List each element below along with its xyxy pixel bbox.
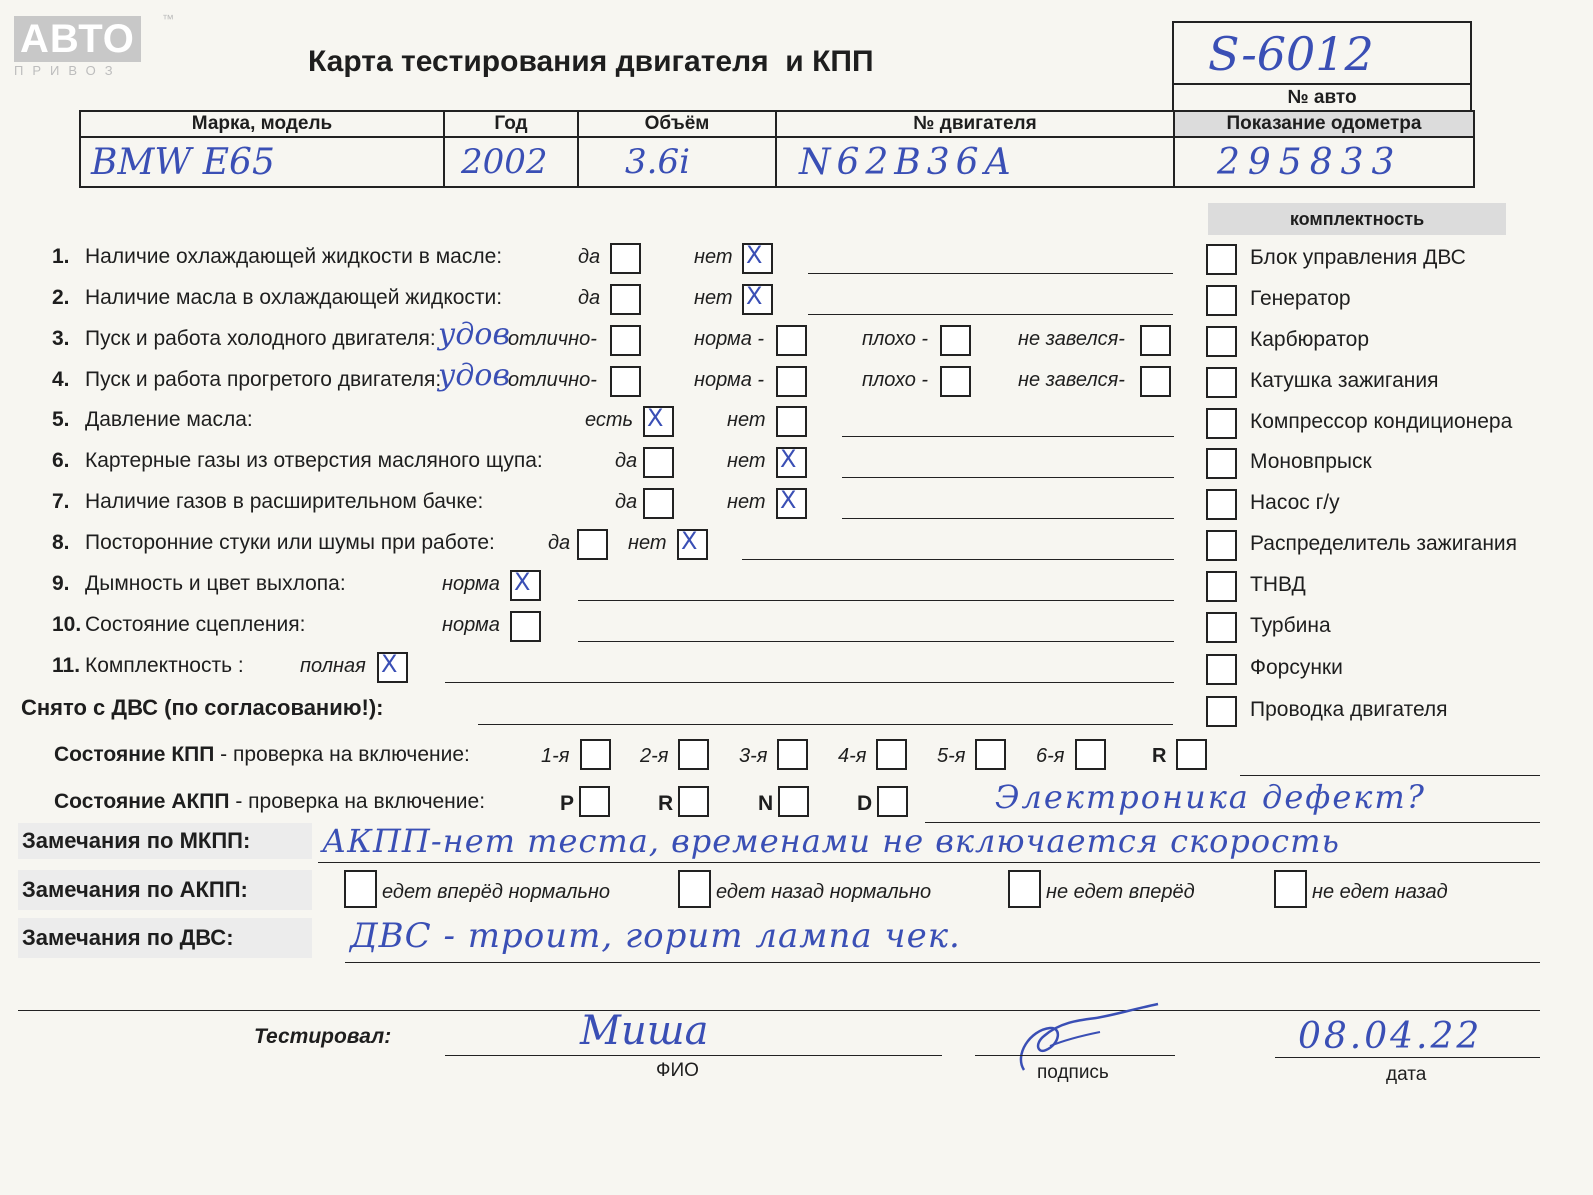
option-label: норма — [442, 573, 500, 595]
option-label: нет — [694, 287, 733, 309]
akpp-gear-checkbox[interactable] — [678, 786, 709, 817]
odometer-label: Показание одометра — [1174, 111, 1474, 137]
akpp-label — [54, 790, 485, 814]
kit-item-label: Форсунки — [1250, 656, 1343, 679]
col-make-label: Марка, модель — [80, 111, 444, 137]
option-checkbox[interactable] — [643, 488, 674, 519]
akpp-remark-checkbox[interactable] — [678, 870, 711, 908]
row-number: 4. — [52, 368, 70, 391]
extra-line — [18, 1010, 1540, 1011]
kit-checkbox[interactable] — [1206, 489, 1237, 520]
akpp-remark-checkbox[interactable] — [1008, 870, 1041, 908]
row-number: 6. — [52, 449, 70, 472]
akpp-remark-option: не едет вперёд — [1046, 881, 1195, 903]
option-checkbox[interactable] — [1140, 366, 1171, 397]
code-box — [1172, 21, 1472, 111]
kit-item-label: Генератор — [1250, 287, 1351, 310]
kit-item-label: Насос г/у — [1250, 491, 1340, 514]
row-answer-line — [742, 559, 1174, 560]
row-label: Дымность и цвет выхлопа: — [85, 572, 346, 595]
option-label: да — [578, 287, 601, 309]
row-answer-line — [842, 436, 1174, 437]
removed-line — [478, 724, 1173, 725]
check-mark: X — [746, 241, 763, 269]
dvs-line — [345, 962, 1540, 963]
akpp-remark-checkbox[interactable] — [344, 870, 377, 908]
make-value: BMW E65 — [80, 137, 444, 187]
date-label: дата — [1386, 1064, 1427, 1085]
removed-label: Снято с ДВС (по согласованию!): — [21, 695, 384, 720]
option-label: норма - — [694, 369, 765, 391]
vehicle-table — [79, 110, 1475, 188]
kpp-label-rest: - проверка на включение: — [214, 743, 470, 766]
check-mark: X — [746, 282, 763, 310]
kpp-gear-checkbox[interactable] — [876, 739, 907, 770]
option-checkbox[interactable] — [742, 243, 773, 274]
kpp-gear-label: R — [1152, 745, 1167, 767]
mkpp-line — [318, 862, 1540, 863]
row-number: 2. — [52, 286, 70, 309]
option-checkbox[interactable] — [742, 284, 773, 315]
page-title: Карта тестирования двигателя и КПП — [308, 45, 874, 78]
option-checkbox[interactable] — [610, 284, 641, 315]
option-checkbox[interactable] — [776, 366, 807, 397]
akpp-remark-checkbox[interactable] — [1274, 870, 1307, 908]
kpp-gear-label: 2-я — [640, 745, 669, 767]
tester-name: Миша — [580, 1008, 709, 1054]
col-year-label: Год — [444, 111, 578, 137]
option-checkbox[interactable] — [940, 366, 971, 397]
akpp-gear-checkbox[interactable] — [579, 786, 610, 817]
row-number: 10. — [52, 613, 82, 636]
option-checkbox[interactable] — [643, 406, 674, 437]
kpp-label — [54, 743, 470, 767]
row-number: 7. — [52, 490, 70, 513]
row-answer-line — [808, 314, 1173, 315]
year-value: 2002 — [444, 137, 578, 187]
row-answer-line — [808, 273, 1173, 274]
row-answer-line — [842, 518, 1174, 519]
engine-value: N62B36A — [776, 137, 1174, 187]
dvs-remarks-label: Замечания по ДВС: — [18, 918, 312, 958]
odometer-value: 295833 — [1174, 137, 1474, 187]
check-mark: X — [514, 568, 531, 596]
option-label: не завелся- — [1018, 369, 1125, 391]
kit-item-label: ТНВД — [1250, 573, 1306, 596]
col-engine-label: № двигателя — [776, 111, 1174, 137]
kpp-gear-label: 4-я — [838, 745, 867, 767]
row-note: удов — [438, 317, 510, 352]
option-checkbox[interactable] — [677, 529, 708, 560]
option-label: есть — [585, 409, 634, 431]
row-label: Наличие охлаждающей жидкости в масле: — [85, 245, 503, 268]
kit-checkbox[interactable] — [1206, 448, 1237, 479]
option-label: отлично- — [508, 328, 597, 350]
kpp-gear-checkbox[interactable] — [678, 739, 709, 770]
kpp-gear-checkbox[interactable] — [777, 739, 808, 770]
akpp-gear-label: R — [658, 792, 674, 815]
row-note: удов — [438, 358, 510, 393]
kpp-gear-checkbox[interactable] — [975, 739, 1006, 770]
option-checkbox[interactable] — [776, 406, 807, 437]
row-label: Комплектность : — [85, 654, 244, 677]
row-number: 3. — [52, 327, 70, 350]
row-number: 5. — [52, 408, 70, 431]
akpp-remark-option: не едет назад — [1312, 881, 1448, 903]
row-answer-line — [842, 477, 1174, 478]
check-mark: X — [381, 650, 398, 678]
row-label: Посторонние стуки или шумы при работе: — [85, 531, 495, 554]
akpp-remark-option: едет вперёд нормально — [382, 881, 611, 903]
option-label: полная — [300, 655, 366, 677]
option-label: плохо - — [862, 369, 929, 391]
kpp-gear-checkbox[interactable] — [1176, 739, 1207, 770]
option-checkbox[interactable] — [643, 447, 674, 478]
row-label: Пуск и работа прогретого двигателя: — [85, 368, 442, 391]
akpp-gear-checkbox[interactable] — [778, 786, 809, 817]
kpp-gear-label: 3-я — [739, 745, 768, 767]
akpp-gear-label: P — [560, 792, 575, 815]
option-label: да — [615, 450, 638, 472]
option-label: плохо - — [862, 328, 929, 350]
kit-item-label: Моновпрыск — [1250, 450, 1372, 473]
logo-text: АВТО — [14, 16, 141, 62]
option-checkbox[interactable] — [940, 325, 971, 356]
volume-value: 3.6i — [578, 137, 776, 187]
mkpp-remarks-text: АКПП-нет теста, временами не включается скорость — [322, 822, 1340, 860]
option-label: нет — [628, 532, 667, 554]
row-label: Давление масла: — [85, 408, 253, 431]
kit-checkbox[interactable] — [1206, 326, 1237, 357]
sign-line — [975, 1055, 1175, 1056]
row-label: Картерные газы из отверстия масляного щупа: — [85, 449, 543, 472]
kit-item-label: Блок управления ДВС — [1250, 246, 1466, 269]
kit-checkbox[interactable] — [1206, 654, 1237, 685]
row-label: Состояние сцепления: — [85, 613, 306, 636]
kit-checkbox[interactable] — [1206, 408, 1237, 439]
option-checkbox[interactable] — [610, 243, 641, 274]
kit-checkbox[interactable] — [1206, 244, 1237, 275]
option-label: не завелся- — [1018, 328, 1125, 350]
logo-sub: ПРИВОЗ — [14, 63, 122, 78]
akpp-remarks-label: Замечания по АКПП: — [18, 870, 312, 910]
check-mark: X — [780, 486, 797, 514]
option-label: нет — [727, 409, 766, 431]
kit-checkbox[interactable] — [1206, 696, 1237, 727]
kit-checkbox[interactable] — [1206, 571, 1237, 602]
kpp-label-bold: Состояние КПП — [54, 743, 215, 766]
row-answer-line — [578, 641, 1174, 642]
akpp-gear-label: N — [758, 792, 774, 815]
sign-label: подпись — [1037, 1062, 1109, 1083]
kpp-gear-label: 1-я — [541, 745, 570, 767]
row-answer-line — [578, 600, 1174, 601]
fio-label: ФИО — [656, 1060, 699, 1081]
option-label: да — [548, 532, 571, 554]
row-label: Наличие масла в охлаждающей жидкости: — [85, 286, 503, 309]
auto-code: S-6012 — [1208, 27, 1374, 81]
row-number: 11. — [52, 654, 81, 677]
option-checkbox[interactable] — [610, 366, 641, 397]
logo — [14, 12, 174, 78]
test-date: 08.04.22 — [1298, 1016, 1483, 1057]
option-label: нет — [727, 491, 766, 513]
logo-tm: ™ — [162, 12, 174, 26]
kit-item-label: Компрессор кондиционера — [1250, 410, 1513, 433]
option-label: нет — [694, 246, 733, 268]
option-checkbox[interactable] — [610, 325, 641, 356]
kit-item-label: Проводка двигателя — [1250, 698, 1448, 721]
kit-item-label: Катушка зажигания — [1250, 369, 1439, 392]
option-checkbox[interactable] — [377, 652, 408, 683]
akpp-gear-label: D — [857, 792, 873, 815]
date-line — [1275, 1057, 1540, 1058]
option-checkbox[interactable] — [510, 570, 541, 601]
kit-item-label: Карбюратор — [1250, 328, 1370, 351]
kpp-gear-label: 6-я — [1036, 745, 1065, 767]
kit-checkbox[interactable] — [1206, 612, 1237, 643]
option-label: нет — [727, 450, 766, 472]
row-number: 9. — [52, 572, 70, 595]
kpp-gear-label: 5-я — [937, 745, 966, 767]
kit-title: комплектность — [1208, 203, 1506, 235]
col-volume-label: Объём — [578, 111, 776, 137]
tested-label: Тестировал: — [254, 1025, 392, 1048]
option-checkbox[interactable] — [577, 529, 608, 560]
kit-item-label: Турбина — [1250, 614, 1331, 637]
option-label: норма - — [694, 328, 765, 350]
kpp-line — [1240, 775, 1540, 776]
check-mark: X — [681, 527, 698, 555]
akpp-label-rest: - проверка на включение: — [229, 790, 486, 813]
kit-checkbox[interactable] — [1206, 367, 1237, 398]
row-label: Наличие газов в расширительном бачке: — [85, 490, 484, 513]
kit-checkbox[interactable] — [1206, 530, 1237, 561]
option-checkbox[interactable] — [776, 488, 807, 519]
mkpp-remarks-label: Замечания по МКПП: — [18, 823, 312, 859]
check-mark: X — [647, 404, 664, 432]
option-checkbox[interactable] — [510, 611, 541, 642]
row-label: Пуск и работа холодного двигателя: — [85, 327, 436, 350]
akpp-label-bold: Состояние АКПП — [54, 790, 230, 813]
row-number: 1. — [52, 245, 70, 268]
kpp-gear-checkbox[interactable] — [580, 739, 611, 770]
option-label: да — [578, 246, 601, 268]
kit-item-label: Распределитель зажигания — [1250, 532, 1518, 555]
row-answer-line — [445, 682, 1174, 683]
check-mark: X — [780, 445, 797, 473]
no-auto-label: № авто — [1174, 83, 1470, 109]
option-checkbox[interactable] — [776, 325, 807, 356]
option-checkbox[interactable] — [776, 447, 807, 478]
kit-checkbox[interactable] — [1206, 285, 1237, 316]
dvs-remarks-text: ДВС - троит, горит лампа чек. — [350, 916, 961, 956]
akpp-note: Электроника дефект? — [995, 778, 1426, 816]
row-number: 8. — [52, 531, 70, 554]
option-label: да — [615, 491, 638, 513]
akpp-remark-option: едет назад нормально — [716, 881, 932, 903]
name-line — [445, 1055, 942, 1056]
option-label: норма — [442, 614, 500, 636]
akpp-gear-checkbox[interactable] — [877, 786, 908, 817]
option-label: отлично- — [508, 369, 597, 391]
option-checkbox[interactable] — [1140, 325, 1171, 356]
kpp-gear-checkbox[interactable] — [1075, 739, 1106, 770]
